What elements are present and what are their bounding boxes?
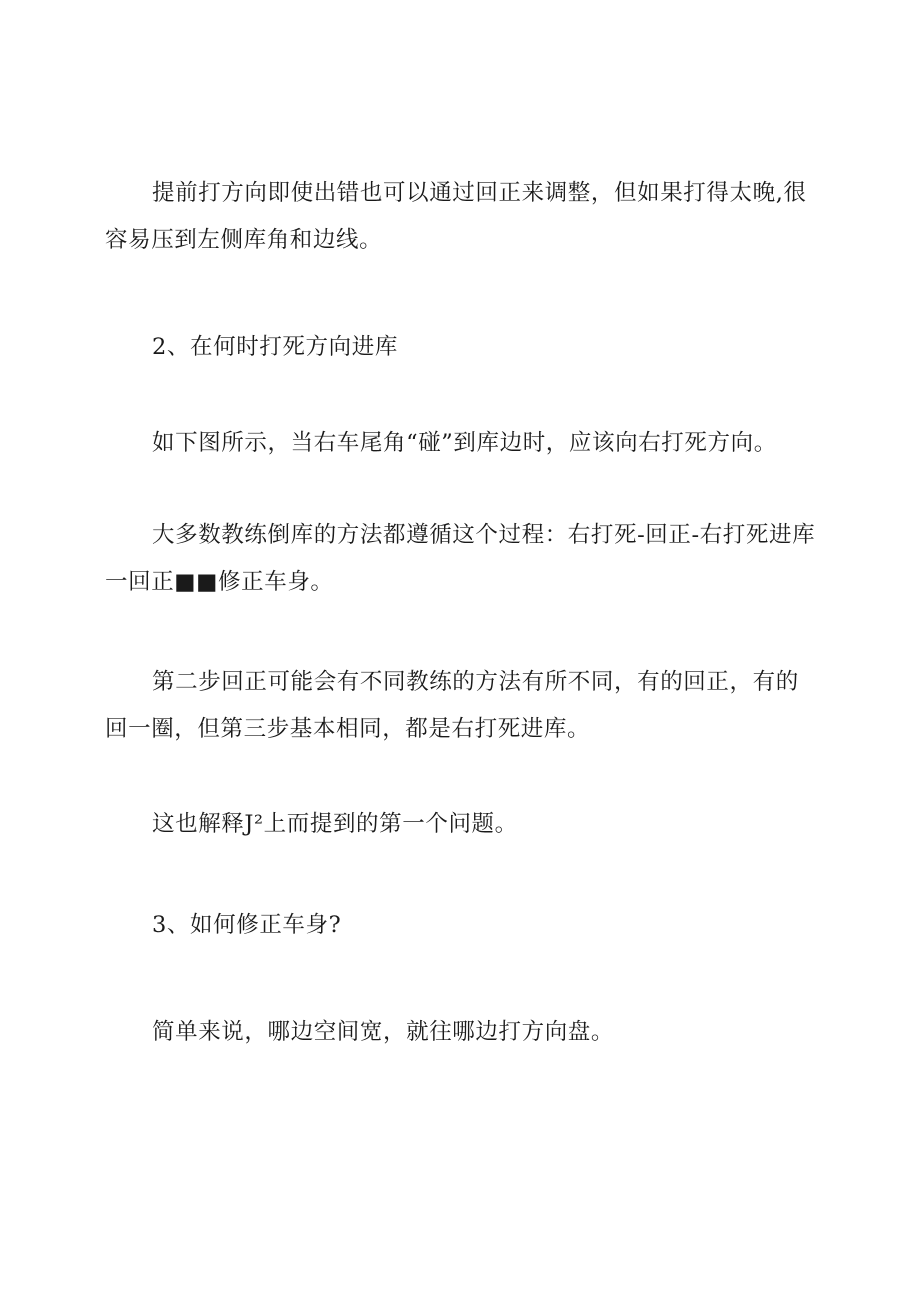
paragraph-early-steering: 提前打方向即使出错也可以通过回正来调整，但如果打得太晚,很容易压到左侧库角和边线。 [105,180,807,253]
paragraph-explanation: 这也解释J²上而提到的第一个问题。 [152,811,518,837]
paragraph-rear-corner: 如下图所示，当右车尾角“碰”到库边时，应该向右打死方向。 [152,430,777,456]
paragraph-simple-rule: 简单来说，哪边空间宽，就往哪边打方向盘。 [152,1019,615,1045]
paragraph-second-step: 第二步回正可能会有不同教练的方法有所不同，有的回正，有的回一圈，但第三步基本相同，都是右打死进库。 [105,669,799,742]
heading-when-full-lock: 2、在何时打死方向进库 [152,334,398,360]
paragraph-coach-method: 大多数教练倒库的方法都遵循这个过程：右打死-回正-右打死进库一回正■■修正车身。 [105,522,816,595]
heading-correct-body: 3、如何修正车身? [152,912,342,938]
